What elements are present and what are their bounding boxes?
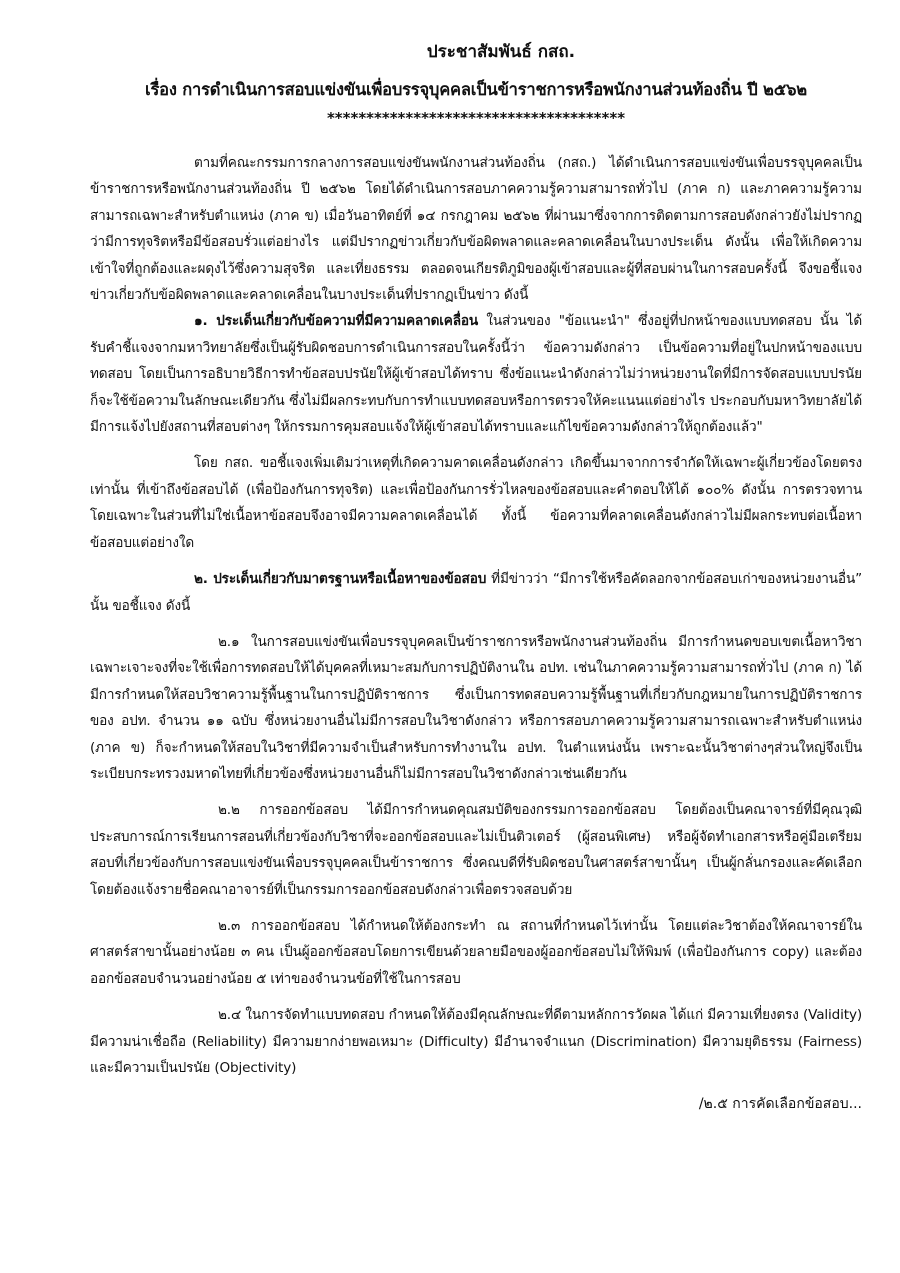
- section-2-paragraph: [90, 566, 862, 619]
- section-1-heading: ๑. ประเด็นเกี่ยวกับข้อความที่มีความคลาดเคลื่อน: [194, 313, 479, 330]
- section-1-paragraph: [90, 308, 862, 440]
- section-1-additional: โดย กสถ. ขอชี้แจงเพิ่มเติมว่าเหตุที่เกิดความคาดเคลื่อนดังกล่าว เกิดขึ้นมาจากการจำกัดให้เฉพาะผู้เกี่ยวข้องโดยตรงเท่านั้น ที่เข้าถึงข้อสอบได้ (เพื่อป้องกันการทุจริต) และเพื่อป้องกันการรั่วไหลของข้อสอบและคำตอบให้ได้ ๑๐๐% ดังนั้น การตรวจทานโดยเฉพาะในส่วนที่ไม่ใช่เนื้อหาข้อสอบจึงอาจมีความคลาดเคลื่อนได้ ทั้งนี้ ข้อความที่คลาดเคลื่อนดังกล่าวไม่มีผลกระทบต่อเนื้อหาข้อสอบแต่อย่างใด: [90, 455, 862, 551]
- document-subject: เรื่อง การดำเนินการสอบแข่งขันเพื่อบรรจุบุคคลเป็นข้าราชการหรือพนักงานส่วนท้องถิ่น ปี ๒๕๖๒: [145, 80, 807, 99]
- section-2-4: ๒.๔ ในการจัดทำแบบทดสอบ กำหนดให้ต้องมีคุณลักษณะที่ดีตามหลักการวัดผล ได้แก่ มีความเที่ยงตรง (Validity) มีความน่าเชื่อถือ (Reliability) มีความยากง่ายพอเหมาะ (Difficulty) มีอำนาจจำแนก (Discrimination) มีความยุติธรรม (Fairness) และมีความเป็นปรนัย (Objectivity): [90, 1007, 862, 1076]
- section-2-3: ๒.๓ การออกข้อสอบ ได้กำหนดให้ต้องกระทำ ณ สถานที่กำหนดไว้เท่านั้น โดยแต่ละวิชาต้องให้คณาจารย์ในศาสตร์สาขานั้นอย่างน้อย ๓ คน เป็นผู้ออกข้อสอบโดยการเขียนด้วยลายมือของผู้ออกข้อสอบไม่ให้พิมพ์ (เพื่อป้องกันการ copy) และต้องออกข้อสอบจำนวนอย่างน้อย ๕ เท่าของจำนวนข้อที่ใช้ในการสอบ: [90, 917, 862, 987]
- intro-paragraph: ตามที่คณะกรรมการกลางการสอบแข่งขันพนักงานส่วนท้องถิ่น (กสถ.) ได้ดำเนินการสอบแข่งขันเพื่อบรรจุบุคคลเป็นข้าราชการหรือพนักงานส่วนท้องถิ่น ปี ๒๕๖๒ โดยได้ดำเนินการสอบภาคความรู้ความสามารถทั่วไป (ภาค ก) และภาคความรู้ความสามารถเฉพาะสำหรับตำแหน่ง (ภาค ข) เมื่อวันอาทิตย์ที่ ๑๔ กรกฎาคม ๒๕๖๒ ที่ผ่านมาซึ่งจากการติดตามการสอบดังกล่าวยังไม่ปรากฏว่ามีการทุจริตหรือมีข้อสอบรั่วแต่อย่างไร แต่มีปรากฏข่าวเกี่ยวกับข้อผิดพลาดและคลาดเคลื่อนในบางประเด็น ดังนั้น เพื่อให้เกิดความเข้าใจที่ถูกต้องและผดุงไว้ซึ่งความสุจริต และเที่ยงธรรม ตลอดจนเกียรติภูมิของผู้เข้าสอบและผู้ที่สอบผ่านในการสอบครั้งนี้ จึงขอชี้แจงข่าวเกี่ยวกับข้อผิดพลาดและคลาดเคลื่อนในบางประเด็นที่ปรากฏเป็นข่าว ดังนี้: [90, 155, 862, 304]
- continued-marker: /๒.๕ การคัดเลือกข้อสอบ...: [698, 1096, 862, 1113]
- section-2-text: ที่มีข่าวว่า “มีการใช้หรือคัดลอกจากข้อสอบเก่าของหน่วยงานอื่น” นั้น ขอชี้แจง ดังนี้: [90, 571, 862, 614]
- section-1-text: ในส่วนของ "ข้อแนะนำ" ซึ่งอยู่ที่ปกหน้าของแบบทดสอบ นั้น ได้รับคำชี้แจงจากมหาวิทยาลัยซึ่งเป็นผู้รับผิดชอบการดำเนินการสอบในครั้งนี้ว่า ข้อความดังกล่าว เป็นข้อความที่อยู่ในปกหน้าของแบบทดสอบ โดยเป็นการอธิบายวิธีการทำข้อสอบปรนัยให้ผู้เข้าสอบได้ทราบ ซึ่งข้อแนะนำดังกล่าวไม่ว่าหน่วยงานใดที่มีการจัดสอบแบบปรนัย ก็จะใช้ข้อความในลักษณะเดียวกัน ซึ่งไม่มีผลกระทบกับการทำแบบทดสอบหรือการตรวจให้คะแนนแต่อย่างไร ประกอบกับมหาวิทยาลัยได้มีการแจ้งไปยังสถานที่สอบต่างๆ ให้กรรมการคุมสอบแจ้งให้ผู้เข้าสอบได้ทราบและแก้ไขข้อความดังกล่าวให้ถูกต้องแล้ว": [90, 313, 863, 436]
- section-2-2: ๒.๒ การออกข้อสอบ ได้มีการกำหนดคุณสมบัติของกรรมการออกข้อสอบ โดยต้องเป็นคณาจารย์ที่มีคุณวุฒิ ประสบการณ์การเรียนการสอนที่เกี่ยวข้องกับวิชาที่จะออกข้อสอบและไม่เป็นติวเตอร์ (ผู้สอนพิเศษ) หรือผู้จัดทำเอกสารหรือคู่มือเตรียมสอบที่เกี่ยวข้องกับการสอบแข่งขันเพื่อบรรจุบุคคลเป็นข้าราชการ ซึ่งคณบดีที่รับผิดชอบในศาสตร์สาขานั้นๆ เป็นผู้กลั่นกรองและคัดเลือก โดยต้องแจ้งรายชื่อคณาอาจารย์ที่เป็นกรรมการออกข้อสอบดังกล่าวเพื่อตรวจสอบด้วย: [90, 802, 862, 898]
- section-2-heading: ๒. ประเด็นเกี่ยวกับมาตรฐานหรือเนื้อหาของข้อสอบ: [194, 571, 487, 588]
- separator-stars: **************************************: [326, 109, 626, 127]
- section-2-1: ๒.๑ ในการสอบแข่งขันเพื่อบรรจุบุคคลเป็นข้าราชการหรือพนักงานส่วนท้องถิ่น มีการกำหนดขอบเขตเนื้อหาวิชาเฉพาะเจาะจงที่จะใช้เพื่อการทดสอบให้ได้บุคคลที่เหมาะสมกับการปฏิบัติงานใน อปท. เช่นในภาคความรู้ความสามารถทั่วไป (ภาค ก) ได้มีการกำหนดให้สอบวิชาความรู้พื้นฐานในการปฏิบัติราชการ ซึ่งเป็นการทดสอบความรู้พื้นฐานที่เกี่ยวกับกฎหมายในการปฏิบัติราชการของ อปท. จำนวน ๑๑ ฉบับ ซึ่งหน่วยงานอื่นไม่มีการสอบในวิชาดังกล่าว หรือการสอบภาคความรู้ความสามารถเฉพาะสำหรับตำแหน่ง (ภาค ข) ก็จะกำหนดให้สอบในวิชาที่มีความจำเป็นสำหรับการทำงานใน อปท. ในตำแหน่งนั้น เพราะฉะนั้นวิชาต่างๆส่วนใหญ่จึงเป็นระเบียบกระทรวงมหาดไทยที่เกี่ยวข้องซึ่งหน่วยงานอื่นก็ไม่มีการสอบในวิชาดังกล่าวเช่นเดียวกัน: [90, 633, 862, 782]
- document-title: ประชาสัมพันธ์ กสถ.: [426, 42, 576, 62]
